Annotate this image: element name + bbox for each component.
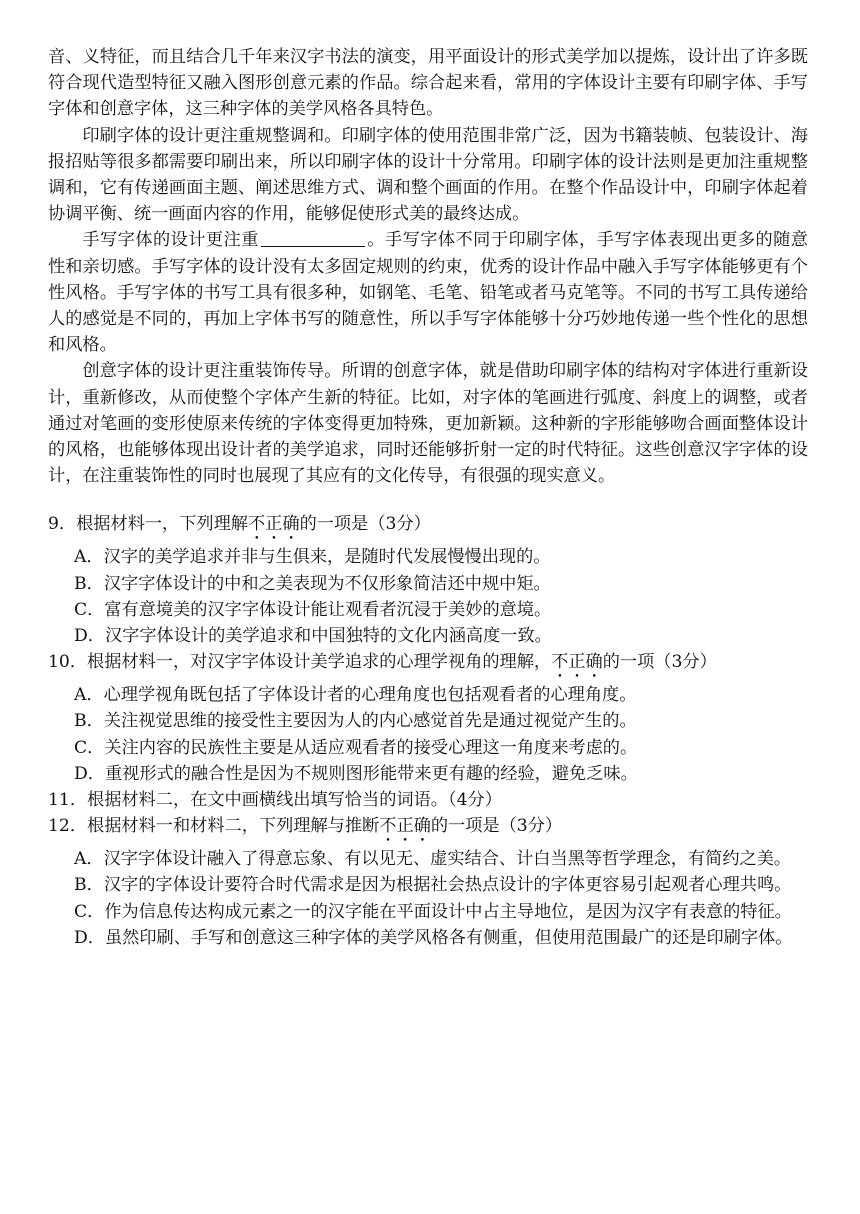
passage-paragraph-4: 创意字体的设计更注重装饰传导。所谓的创意字体，就是借助印刷字体的结构对字体进行重新设计，重新修改，从而使整个字体产生新的特征。比如，对字体的笔画进行弧度、斜度上的调整，或者通过对笔画的变形使原来传统的字体变得更加特殊，更加新颖。这种新的字形能够吻合画面整体设计的风格，也能够体现出设计者的美学追求，同时还能够折射一定的时代特征。这些创意汉字字体的设计，在注重装饰性的同时也展现了其应有的文化传导，有很强的现实意义。 xyxy=(48,361,808,487)
section-gap xyxy=(48,489,808,511)
question-10-pre: 10．根据材料一，对汉字字体设计美学追求的心理学视角的理解， xyxy=(48,652,552,673)
question-10-option-b: B．关注视觉思维的接受性主要因为人的内心感觉首先是通过视觉产生的。 xyxy=(74,711,637,732)
question-9-option-b: B．汉字字体设计的中和之美表现为不仅形象简洁还中规中矩。 xyxy=(74,573,551,594)
question-12-post: 的一项是（3分） xyxy=(430,816,563,837)
question-12-option-d: D．虽然印刷、手写和创意这三种字体的美学风格各有侧重，但使用范围最广的还是印刷字体。 xyxy=(74,927,793,948)
answer-blank xyxy=(261,230,365,247)
question-9-pre: 9．根据材料一，下列理解 xyxy=(48,514,248,535)
question-9-emphasis: 不正确 xyxy=(248,514,300,535)
question-11-stem: 11．根据材料二，在文中画横线出填写恰当的词语。（4分） xyxy=(48,790,502,811)
paragraph-3-rest: 。手写字体不同于印刷字体，手写字体表现出更多的随意性和亲切感。手写字体的设计没有太多固定规则的约束，优秀的设计作品中融入手写字体能够更有个性风格。手写字体的书写工具有很多种，如钢笔、毛笔、铅笔或者马克笔等。不同的书写工具传递给人的感觉是不同的，再加上字体书写的随意性，所以手写字体能够十分巧妙地传递一些个性化的思想和风格。 xyxy=(48,230,808,356)
question-12-pre: 12．根据材料一和材料二，下列理解与推断 xyxy=(48,816,380,837)
paragraph-3-start: 手写字体的设计更注重 xyxy=(82,230,259,251)
question-12-stem xyxy=(48,813,808,846)
question-10-emphasis: 不正确 xyxy=(551,652,603,673)
question-10-option-c: C．关注内容的民族性主要是从适应观看者的接受心理这一角度来考虑的。 xyxy=(74,737,638,758)
question-12-option-b: B．汉字的字体设计要符合时代需求是因为根据社会热点设计的字体更容易引起观者心理共鸣。 xyxy=(74,875,792,896)
question-10-option-a: A．心理学视角既包括了字体设计者的心理角度也包括观看者的心理角度。 xyxy=(74,685,637,706)
question-12-option-a: A．汉字字体设计融入了得意忘象、有以见无、虚实结合、计白当黑等哲学理念，有简约之美。 xyxy=(74,849,792,870)
question-9-post: 的一项是（3分） xyxy=(299,514,431,535)
question-9-option-c: C．富有意境美的汉字字体设计能让观看者沉浸于美妙的意境。 xyxy=(74,599,552,620)
question-10-post: 的一项（3分） xyxy=(602,652,717,673)
passage-paragraph-2: 印刷字体的设计更注重规整调和。印刷字体的使用范围非常广泛，因为书籍装帧、包装设计、海报招贴等很多都需要印刷出来，所以印刷字体的设计十分常用。印刷字体的设计法则是更加注重规整调和，它有传递画面主题、阐述思维方式、调和整个画面的作用。在整个作品设计中，印刷字体起着协调平衡、统一画面内容的作用，能够促使形式美的最终达成。 xyxy=(48,125,808,225)
question-9-stem xyxy=(48,511,808,544)
question-9-option-d: D．汉字字体设计的美学追求和中国独特的文化内涵高度一致。 xyxy=(74,626,552,647)
passage-paragraph-3 xyxy=(48,227,808,358)
passage-paragraph-1: 音、义特征，而且结合几千年来汉字书法的演变，用平面设计的形式美学加以提炼，设计出了许多既符合现代造型特征又融入图形创意元素的作品。综合起来看，常用的字体设计主要有印刷字体、手写字体和创意字体，这三种字体的美学风格各具特色。 xyxy=(48,47,808,120)
question-10-stem xyxy=(48,649,808,682)
question-12-option-c: C．作为信息传达构成元素之一的汉字能在平面设计中占主导地位，是因为汉字有表意的特征。 xyxy=(74,901,792,922)
question-10-option-d: D．重视形式的融合性是因为不规则图形能带来更有趣的经验，避免乏味。 xyxy=(74,763,638,784)
question-9-option-a: A．汉字的美学追求并非与生俱来，是随时代发展慢慢出现的。 xyxy=(74,547,551,568)
question-12-emphasis: 不正确 xyxy=(379,816,431,837)
